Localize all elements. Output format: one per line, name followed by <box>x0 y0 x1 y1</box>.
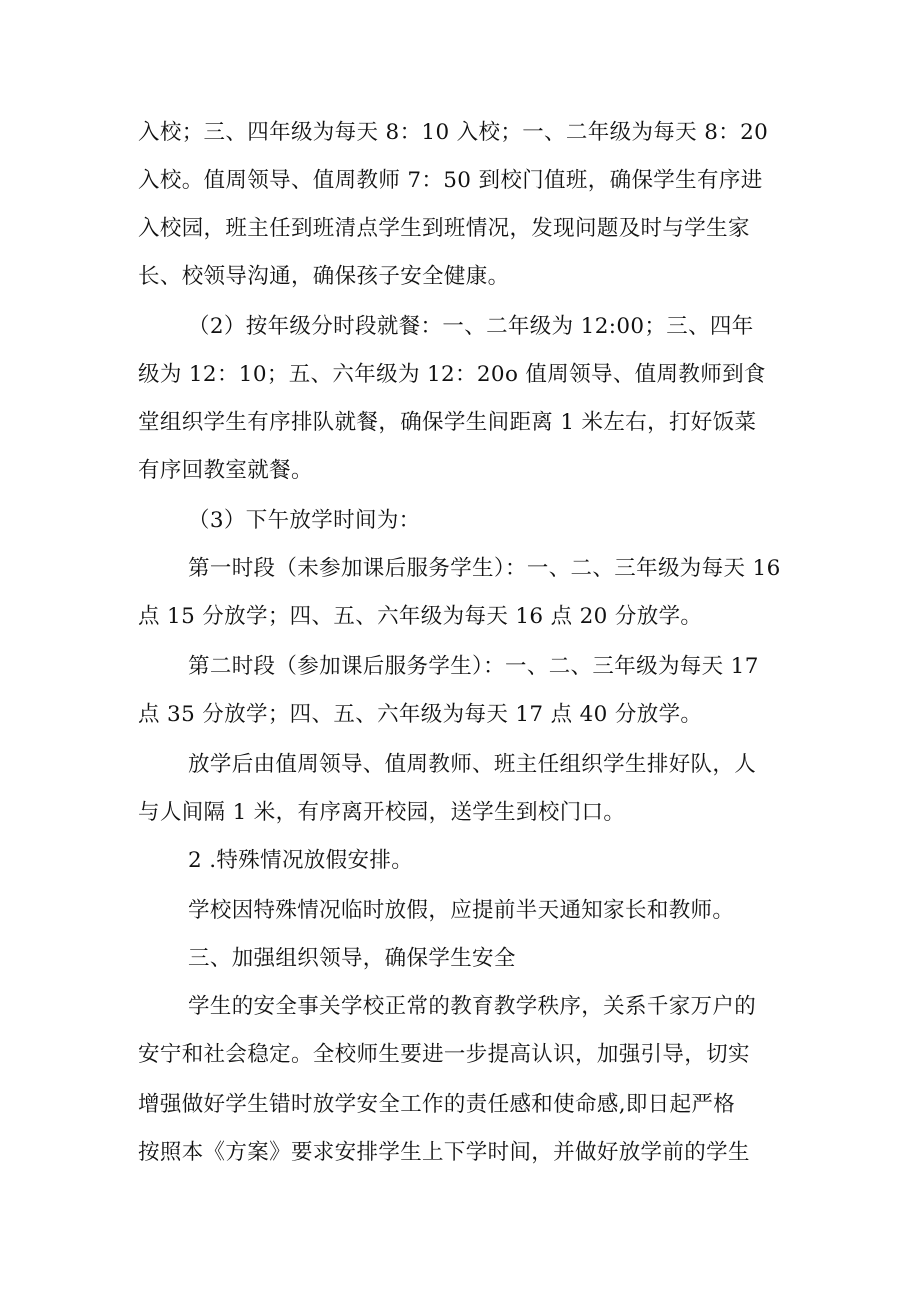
text-line: 学校因特殊情况临时放假，应提前半天通知家长和教师。 <box>188 898 735 923</box>
text-line: 入校园，班主任到班清点学生到班情况，发现问题及时与学生家 <box>138 216 750 241</box>
text-line: 学生的安全事关学校正常的教育教学秩序，关系千家万户的 <box>188 994 757 1019</box>
text-line: 安宁和社会稳定。全校师生要进一步提高认识，加强引导，切实 <box>138 1042 750 1067</box>
text-line: 堂组织学生有序排队就餐，确保学生间距离 1 米左右，打好饭菜 <box>138 410 757 435</box>
text-line: （3）下午放学时间为： <box>188 508 421 533</box>
text-line: 长、校领导沟通，确保孩子安全健康。 <box>138 264 510 289</box>
text-line: 有序回教室就餐。 <box>138 458 313 483</box>
text-line: 入校；三、四年级为每天 8：10 入校；一、二年级为每天 8：20 <box>138 120 769 145</box>
section-heading: 三、加强组织领导，确保学生安全 <box>188 946 516 971</box>
text-line: 级为 12：10；五、六年级为 12：20o 值周领导、值周教师到食 <box>138 362 766 387</box>
text-line: 增强做好学生错时放学安全工作的责任感和使命感,即日起严格 <box>138 1092 736 1117</box>
text-line: 入校。值周领导、值周教师 7：50 到校门值班，确保学生有序进 <box>138 168 763 193</box>
text-line: 放学后由值周领导、值周教师、班主任组织学生排好队，人 <box>188 752 757 777</box>
text-line: （2）按年级分时段就餐：一、二年级为 12:00；三、四年 <box>188 314 754 339</box>
text-line: 与人间隔 1 米，有序离开校园，送学生到校门口。 <box>138 800 626 825</box>
section-heading: 2 .特殊情况放假安排。 <box>188 848 414 873</box>
text-line: 点 15 分放学；四、五、六年级为每天 16 点 20 分放学。 <box>138 604 703 629</box>
text-line: 按照本《方案》要求安排学生上下学时间，并做好放学前的学生 <box>138 1140 750 1165</box>
text-line: 点 35 分放学；四、五、六年级为每天 17 点 40 分放学。 <box>138 702 703 727</box>
text-line: 第一时段（未参加课后服务学生）：一、二、三年级为每天 16 <box>188 556 781 581</box>
text-line: 第二时段（参加课后服务学生）：一、二、三年级为每天 17 <box>188 654 759 679</box>
